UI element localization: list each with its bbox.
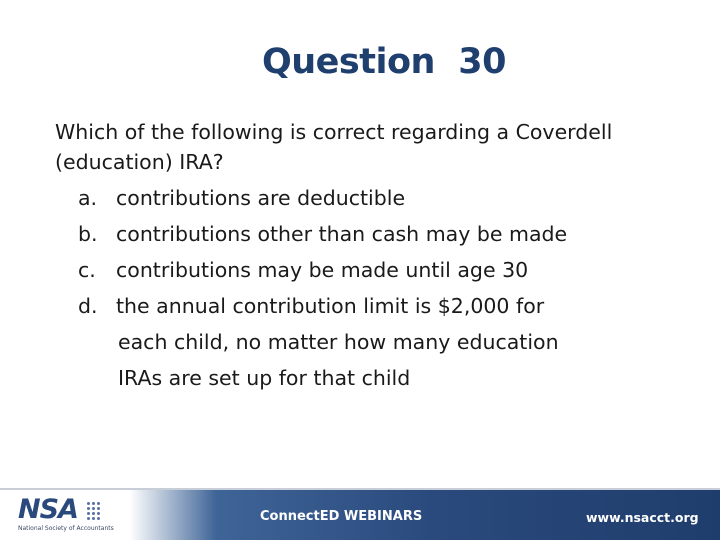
option-text: contributions are deductible <box>116 186 406 210</box>
option-letter: c. <box>78 258 96 282</box>
option-text: contributions may be made until age 30 <box>116 258 529 282</box>
website-link[interactable]: www.nsacct.org <box>586 510 699 525</box>
option-d-continuation-1: each child, no matter how many education <box>118 330 559 354</box>
option-text: the annual contribution limit is $2,000 for <box>116 294 545 318</box>
option-a <box>55 180 695 216</box>
option-d <box>55 288 695 324</box>
option-letter: a. <box>78 186 98 210</box>
slide-title: Question 30 <box>261 42 506 82</box>
webinar-banner-text: ConnectED WEBINARS <box>260 509 423 524</box>
option-c <box>55 252 695 288</box>
option-text: contributions other than cash may be made <box>116 222 568 246</box>
logo-mark: NSA <box>18 494 78 525</box>
nsa-logo <box>18 496 118 534</box>
question-text-line-2: (education) IRA? <box>55 150 224 174</box>
option-letter: b. <box>78 222 98 246</box>
option-d-continuation-2: IRAs are set up for that child <box>118 366 411 390</box>
option-b <box>55 216 695 252</box>
question-body <box>55 117 695 396</box>
logo-subtitle: National Society of Accountants <box>18 525 114 532</box>
option-letter: d. <box>78 294 98 318</box>
question-text-line-1: Which of the following is correct regarding a Coverdell <box>55 120 613 144</box>
